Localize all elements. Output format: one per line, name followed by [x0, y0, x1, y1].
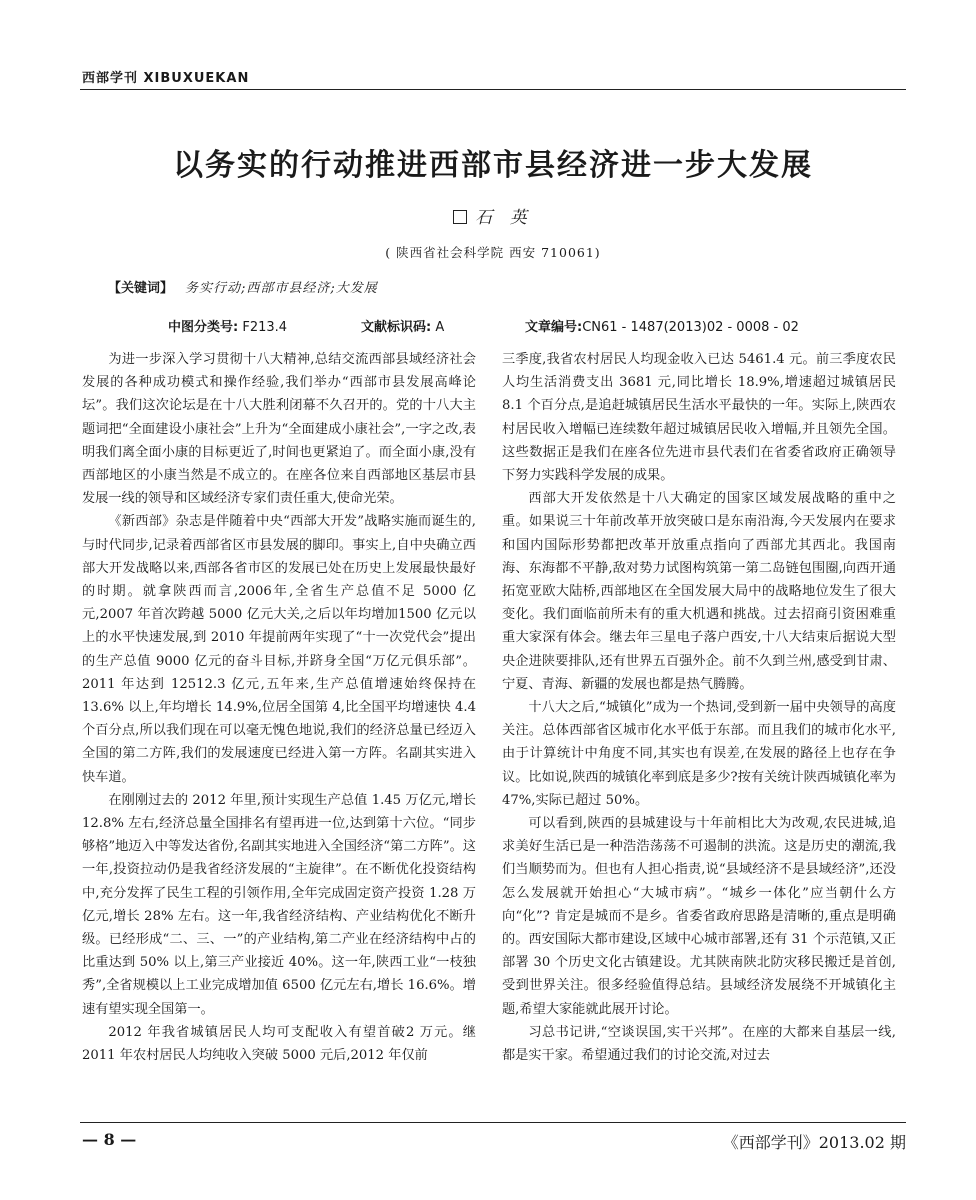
clc-value: F213.4 [242, 320, 288, 335]
article-no-label: 文章编号: [525, 320, 583, 335]
footer-rule [80, 1122, 906, 1123]
article-title: 以务实的行动推进西部市县经济进一步大发展 [173, 148, 813, 183]
author-name: 石 英 [475, 208, 533, 228]
article-number [525, 316, 799, 335]
clc-number [168, 316, 287, 335]
running-head: 西部学刊 XIBUXUEKAN [82, 71, 250, 86]
paragraph: 三季度,我省农村居民人均现金收入已达 5461.4 元。前三季度农民人均生活消费支出 3681 元,同比增长 18.9%,增速超过城镇居民 8.1 个百分点,是追赶城镇居民生活水平最快的一年。实际上,陕西农村居民收入增幅已连续数年超过城镇居民收入增幅,并且领先全国。这些数据正是我们在座各位先进市县代表们在省委省政府正确领导下努力实践科学发展的成果。 [502, 352, 896, 484]
doc-code-label: 文献标识码: [361, 320, 432, 335]
document-code [361, 316, 444, 335]
paragraph: 《新西部》杂志是伴随着中央“西部大开发”战略实施而诞生的,与时代同步,记录着西部省区市县发展的脚印。事实上,自中央确立西部大开发战略以来,西部各省市区的发展已处在历史上发展最快最好的时期。就拿陕西而言,2006年,全省生产总值不足 5000 亿元,2007 年首次跨越 5000 亿元大关,之后以年均增加1500 亿元以上的水平快速发展,到 2010 年提前两年实现了“十一次党代会”提出的生产总值 9000 亿元的奋斗目标,并跻身全国“万亿元俱乐部”。2011 年达到 12512.3 亿元,五年来,生产总值增速始终保持在 13.6% 以上,年均增长 14.9%,位居全国第 4,比全国平均增速快 4.4 个百分点,所以我们现在可以毫无愧色地说,我们的经济总量已经迈入全国的第二方阵,我们的发展速度已经进入第一方阵。名副其实进入快车道。 [82, 514, 476, 785]
paragraph: 可以看到,陕西的县城建设与十年前相比大为改观,农民进城,追求美好生活已是一种浩浩荡荡不可遏制的洪流。这是历史的潮流,我们当顺势而为。但也有人担心指责,说“县域经济不是县域经济”,还没怎么发展就开始担心“大城市病”。“城乡一体化”应当朝什么方向“化”? 肯定是城而不是乡。省委省政府思路是清晰的,重点是明确的。西安国际大都市建设,区域中心城市部署,还有 31 个示范镇,又正部署 30 个历史文化古镇建设。尤其陕南陕北防灾移民搬迁是首创,受到世界关注。很多经验值得总结。县域经济发展绕不开城镇化主题,希望大家能就此展开讨论。 [502, 816, 896, 1017]
paragraph: 西部大开发依然是十八大确定的国家区域发展战略的重中之重。如果说三十年前改革开放突破口是东南沿海,今天发展内在要求和国内国际形势都把改革开放重点指向了西部尤其西北。我国南海、东海都不平静,敌对势力试图构筑第一第二岛链包围圈,向西开通拓宽亚欧大陆桥,西部地区在全国发展大局中的战略地位发生了很大变化。我们面临前所未有的重大机遇和挑战。过去招商引资困难重重大家深有体会。继去年三星电子落户西安,十八大结束后据说大型央企进陕要排队,还有世界五百强外企。前不久到兰州,感受到甘肃、宁夏、青海、新疆的发展也都是热气腾腾。 [502, 491, 896, 692]
body-column-left [82, 348, 476, 1067]
paragraph: 在刚刚过去的 2012 年里,预计实现生产总值 1.45 万亿元,增长 12.8% 左右,经济总量全国排名有望再进一位,达到第十六位。“同步够格”地迈入中等发达省份,名副其实地进入全国经济“第二方阵”。这一年,投资拉动仍是我省经济发展的“主旋律”。在不断优化投资结构中,充分发挥了民生工程的引领作用,全年完成固定资产投资 1.28 万亿元,增长 28% 左右。这一年,我省经济结构、产业结构优化不断升级。已经形成“二、三、一”的产业结构,第二产业在经济结构中占的比重达到 50% 以上,第三产业接近 40%。这一年,陕西工业“一枝独秀”,全省规模以上工业完成增加值 6500 亿元左右,增长 16.6%。增速有望实现全国第一。 [82, 792, 476, 1017]
keywords-label: 【关键词】 [108, 281, 174, 296]
paragraph: 习总书记讲,“空谈误国,实干兴邦”。在座的大都来自基层一线,都是实干家。希望通过我们的讨论交流,对过去 [502, 1024, 896, 1064]
body-column-right [502, 348, 896, 1067]
keywords [108, 277, 378, 296]
clc-label: 中图分类号: [168, 320, 239, 335]
paragraph: 2012 年我省城镇居民人均可支配收入有望首破2 万元。继 2011 年农村居民人均纯收入突破 5000 元后,2012 年仅前 [82, 1024, 476, 1064]
affiliation: ( 陕西省社会科学院 西安 710061) [385, 245, 601, 260]
doc-code-value: A [435, 320, 445, 335]
paragraph: 十八大之后,“城镇化”成为一个热词,受到新一届中央领导的高度关注。总体西部省区城市化水平低于东部。而且我们的城市化水平,由于计算统计中角度不同,其实也有误差,在发展的路径上也存在争议。比如说,陕西的城镇化率到底是多少?按有关统计陕西城镇化率为47%,实际已超过 50%。 [502, 700, 896, 808]
keywords-text: 务实行动;西部市县经济;大发展 [185, 281, 378, 296]
author-line [80, 203, 906, 228]
journal-issue: 《西部学刊》2013.02 期 [722, 1133, 906, 1152]
author-box-icon [453, 210, 467, 224]
article-no-value: CN61 - 1487(2013)02 - 0008 - 02 [582, 320, 799, 335]
header-rule [80, 89, 906, 90]
page-number: — 8 — [82, 1130, 137, 1149]
paragraph: 为进一步深入学习贯彻十八大精神,总结交流西部县域经济社会发展的各种成功模式和操作经验,我们举办“西部市县发展高峰论坛”。我们这次论坛是在十八大胜利闭幕不久召开的。党的十八大主题词把“全面建设小康社会”上升为“全面建成小康社会”,一字之改,表明我们离全面小康的目标更近了,时间也更紧迫了。而全面小康,没有西部地区的小康当然是不成立的。在座各位来自西部地区基层市县发展一线的领导和区域经济专家们责任重大,使命光荣。 [82, 352, 476, 507]
